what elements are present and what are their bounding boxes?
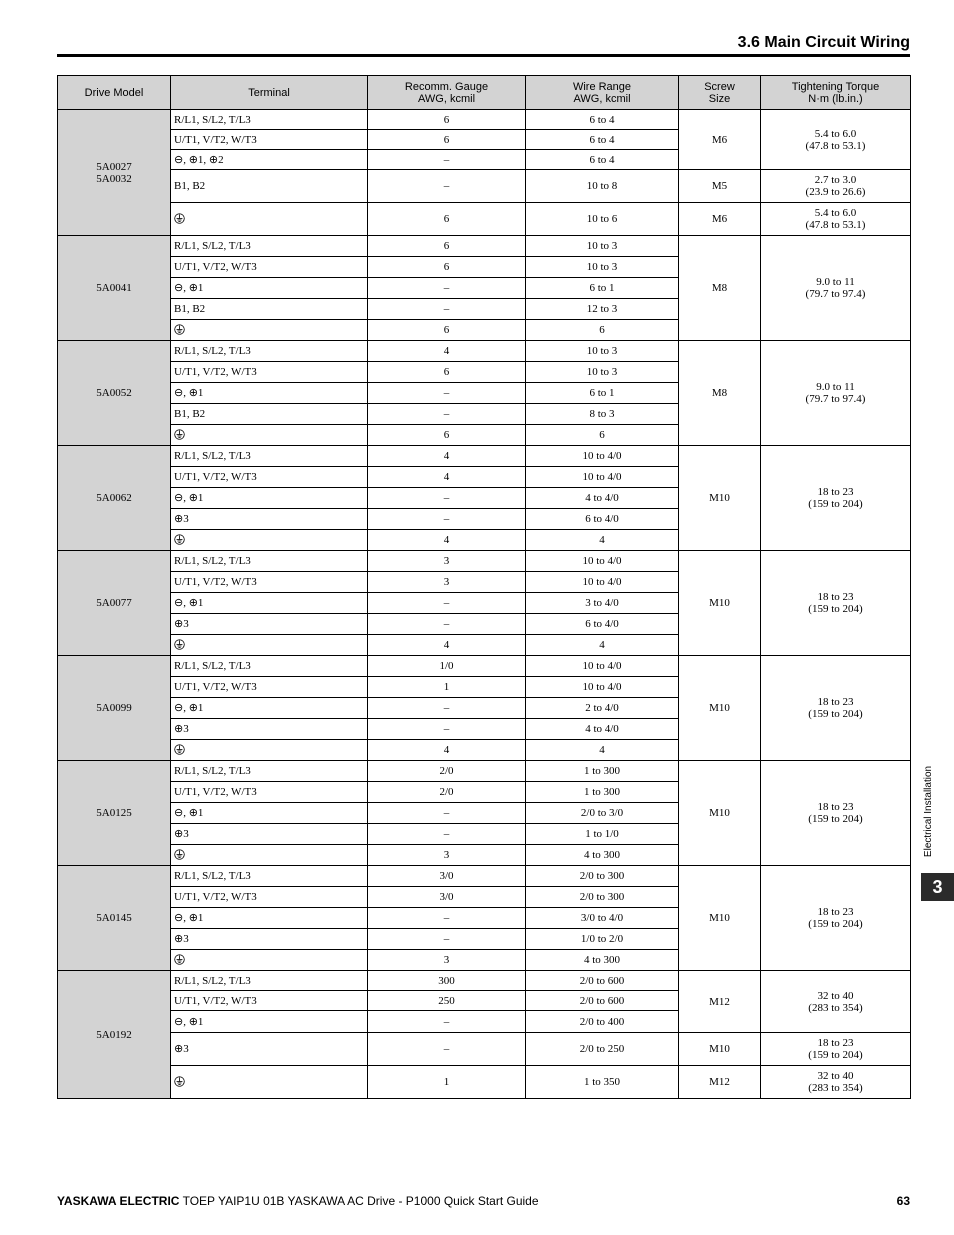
tightening-torque-cell <box>761 1033 911 1066</box>
terminal-cell: R/L1, S/L2, T/L3 <box>171 971 368 991</box>
drive-model: 5A0032 <box>96 172 132 185</box>
terminal-cell: U/T1, V/T2, W/T3 <box>171 677 368 698</box>
recommended-gauge-cell: 4 <box>368 740 526 761</box>
recommended-gauge-cell: – <box>368 1011 526 1033</box>
terminal-cell: U/T1, V/T2, W/T3 <box>171 467 368 488</box>
tightening-torque-cell <box>761 1066 911 1099</box>
terminal-cell: U/T1, V/T2, W/T3 <box>171 991 368 1011</box>
drive-model-cell <box>58 110 171 236</box>
column-header <box>526 76 679 110</box>
ground-terminal-icon <box>174 954 185 965</box>
drive-model-cell <box>58 446 171 551</box>
wire-range-cell: 10 to 6 <box>526 203 679 236</box>
recommended-gauge-cell: 6 <box>368 203 526 236</box>
torque-value: 18 to 23 <box>817 591 854 603</box>
terminal-cell: ⊕3 <box>171 509 368 530</box>
terminal-cell: ⊖, ⊕1 <box>171 698 368 719</box>
terminal-cell: U/T1, V/T2, W/T3 <box>171 572 368 593</box>
wire-range-cell: 10 to 3 <box>526 362 679 383</box>
table-row <box>58 110 911 130</box>
recommended-gauge-cell: 4 <box>368 635 526 656</box>
recommended-gauge-cell: 1 <box>368 677 526 698</box>
torque-value: 5.4 to 6.0 <box>814 207 857 219</box>
tightening-torque-cell <box>761 971 911 1033</box>
tightening-torque-cell <box>761 551 911 656</box>
wire-range-cell: 2/0 to 300 <box>526 887 679 908</box>
table-row <box>58 170 911 203</box>
torque-value: 9.0 to 11 <box>816 276 855 288</box>
terminal-cell: U/T1, V/T2, W/T3 <box>171 782 368 803</box>
recommended-gauge-cell: – <box>368 150 526 170</box>
wire-range-cell: 4 <box>526 635 679 656</box>
tightening-torque-cell <box>761 110 911 170</box>
recommended-gauge-cell: – <box>368 593 526 614</box>
terminal-cell: ⊕3 <box>171 614 368 635</box>
drive-model-cell <box>58 761 171 866</box>
recommended-gauge-cell: – <box>368 404 526 425</box>
recommended-gauge-cell: 4 <box>368 446 526 467</box>
ground-terminal-icon <box>174 639 185 650</box>
wire-range-cell: 2/0 to 600 <box>526 991 679 1011</box>
torque-value: (159 to 204) <box>808 603 863 615</box>
column-header-line: Drive Model <box>84 86 144 99</box>
table-row <box>58 341 911 362</box>
title-divider <box>57 54 910 57</box>
wire-range-cell: 6 to 4 <box>526 110 679 130</box>
tightening-torque-cell <box>761 656 911 761</box>
wire-range-cell: 1 to 300 <box>526 782 679 803</box>
screw-size-cell: M10 <box>679 1033 761 1066</box>
terminal-cell: R/L1, S/L2, T/L3 <box>171 110 368 130</box>
torque-value: (79.7 to 97.4) <box>805 288 866 300</box>
drive-model-cell <box>58 656 171 761</box>
drive-model: 5A0099 <box>96 702 132 714</box>
page-title: 3.6 Main Circuit Wiring <box>737 34 910 51</box>
torque-value: 5.4 to 6.0 <box>814 127 857 140</box>
wire-range-cell: 4 <box>526 740 679 761</box>
recommended-gauge-cell: – <box>368 908 526 929</box>
torque-value: (47.8 to 53.1) <box>805 219 866 231</box>
torque-value: (159 to 204) <box>808 498 863 510</box>
terminal-cell <box>171 530 368 551</box>
torque-value: 18 to 23 <box>817 696 854 708</box>
wire-range-cell: 6 to 4 <box>526 150 679 170</box>
recommended-gauge-cell: – <box>368 824 526 845</box>
ground-terminal-icon <box>174 213 185 224</box>
wire-range-cell: 6 to 4/0 <box>526 509 679 530</box>
terminal-cell <box>171 845 368 866</box>
recommended-gauge-cell: – <box>368 719 526 740</box>
recommended-gauge-cell: – <box>368 509 526 530</box>
wire-range-cell: 4 <box>526 530 679 551</box>
torque-value: 18 to 23 <box>817 1037 854 1049</box>
wire-gauge-table <box>57 75 911 1099</box>
terminal-cell: R/L1, S/L2, T/L3 <box>171 236 368 257</box>
wire-range-cell: 10 to 4/0 <box>526 467 679 488</box>
terminal-cell: U/T1, V/T2, W/T3 <box>171 887 368 908</box>
screw-size-cell: M8 <box>679 341 761 446</box>
page-footer <box>57 1194 910 1210</box>
terminal-cell <box>171 740 368 761</box>
wire-range-cell: 1 to 300 <box>526 761 679 782</box>
column-header-line: Tightening Torque <box>791 80 880 93</box>
recommended-gauge-cell: 2/0 <box>368 782 526 803</box>
torque-value: (159 to 204) <box>808 708 863 720</box>
recommended-gauge-cell: 4 <box>368 467 526 488</box>
terminal-cell: R/L1, S/L2, T/L3 <box>171 866 368 887</box>
ground-terminal-icon <box>174 849 185 860</box>
screw-size-cell: M10 <box>679 446 761 551</box>
tightening-torque-cell <box>761 761 911 866</box>
torque-value: (159 to 204) <box>808 813 863 825</box>
recommended-gauge-cell: 250 <box>368 991 526 1011</box>
wire-range-cell: 2 to 4/0 <box>526 698 679 719</box>
screw-size-cell: M8 <box>679 236 761 341</box>
terminal-cell: ⊖, ⊕1 <box>171 383 368 404</box>
wire-range-cell: 1 to 1/0 <box>526 824 679 845</box>
recommended-gauge-cell: 6 <box>368 257 526 278</box>
footer-brand: YASKAWA ELECTRIC <box>57 1194 180 1208</box>
wire-range-cell: 1 to 350 <box>526 1066 679 1099</box>
table-row <box>58 971 911 991</box>
table-header-row <box>58 76 911 110</box>
wire-range-cell: 6 to 1 <box>526 278 679 299</box>
terminal-cell: ⊖, ⊕1 <box>171 803 368 824</box>
terminal-cell: R/L1, S/L2, T/L3 <box>171 341 368 362</box>
wire-range-cell: 2/0 to 600 <box>526 971 679 991</box>
screw-size-cell: M12 <box>679 971 761 1033</box>
recommended-gauge-cell: 6 <box>368 236 526 257</box>
terminal-cell <box>171 320 368 341</box>
wire-range-cell: 2/0 to 400 <box>526 1011 679 1033</box>
table-row <box>58 761 911 782</box>
column-header-line: AWG, kcmil <box>417 92 476 105</box>
drive-model: 5A0077 <box>96 597 132 609</box>
terminal-cell: ⊖, ⊕1 <box>171 488 368 509</box>
chapter-tab: 3 <box>921 873 954 901</box>
ground-terminal-icon <box>174 429 185 440</box>
drive-model: 5A0052 <box>96 387 132 399</box>
torque-value: (159 to 204) <box>808 918 863 930</box>
recommended-gauge-cell: – <box>368 170 526 203</box>
page-number: 63 <box>896 1194 910 1208</box>
torque-value: 9.0 to 11 <box>816 381 855 393</box>
column-header-line: Screw <box>704 80 735 93</box>
screw-size-cell: M10 <box>679 551 761 656</box>
tightening-torque-cell <box>761 170 911 203</box>
wire-range-cell: 10 to 4/0 <box>526 656 679 677</box>
terminal-cell: U/T1, V/T2, W/T3 <box>171 257 368 278</box>
wire-range-cell: 2/0 to 300 <box>526 866 679 887</box>
torque-value: 32 to 40 <box>817 989 854 1002</box>
table-row <box>58 1066 911 1099</box>
terminal-cell: ⊕3 <box>171 824 368 845</box>
terminal-cell: ⊖, ⊕1 <box>171 593 368 614</box>
terminal-cell <box>171 1066 368 1099</box>
ground-terminal-icon <box>174 744 185 755</box>
wire-range-cell: 10 to 8 <box>526 170 679 203</box>
footer-document-title: TOEP YAIP1U 01B YASKAWA AC Drive - P1000 Quick Start Guide <box>182 1194 539 1208</box>
column-header-line: Size <box>708 92 731 105</box>
terminal-cell: R/L1, S/L2, T/L3 <box>171 446 368 467</box>
column-header-line: Recomm. Gauge <box>404 80 489 93</box>
wire-range-cell: 10 to 4/0 <box>526 677 679 698</box>
wire-range-cell: 10 to 4/0 <box>526 446 679 467</box>
wire-range-cell: 4 to 300 <box>526 950 679 971</box>
recommended-gauge-cell: 3 <box>368 950 526 971</box>
terminal-cell <box>171 425 368 446</box>
screw-size-cell: M12 <box>679 1066 761 1099</box>
torque-value: 18 to 23 <box>817 906 854 918</box>
table-row <box>58 866 911 887</box>
ground-terminal-icon <box>174 534 185 545</box>
wire-range-cell: 6 <box>526 320 679 341</box>
terminal-cell: ⊖, ⊕1, ⊕2 <box>171 150 368 170</box>
drive-model-cell <box>58 341 171 446</box>
recommended-gauge-cell: 6 <box>368 320 526 341</box>
recommended-gauge-cell: 6 <box>368 362 526 383</box>
column-header <box>368 76 526 110</box>
drive-model: 5A0145 <box>96 912 132 924</box>
torque-value: (283 to 354) <box>808 1001 863 1014</box>
recommended-gauge-cell: 1 <box>368 1066 526 1099</box>
recommended-gauge-cell: – <box>368 1033 526 1066</box>
drive-model: 5A0125 <box>96 807 132 819</box>
recommended-gauge-cell: 4 <box>368 341 526 362</box>
wire-range-cell: 8 to 3 <box>526 404 679 425</box>
drive-model-cell <box>58 971 171 1099</box>
wire-range-cell: 10 to 3 <box>526 341 679 362</box>
drive-model: 5A0062 <box>96 492 132 504</box>
torque-value: (23.9 to 26.6) <box>805 186 866 198</box>
recommended-gauge-cell: – <box>368 299 526 320</box>
recommended-gauge-cell: 300 <box>368 971 526 991</box>
recommended-gauge-cell: 6 <box>368 425 526 446</box>
table-row <box>58 236 911 257</box>
column-header <box>761 76 911 110</box>
wire-range-cell: 10 to 4/0 <box>526 572 679 593</box>
column-header <box>171 76 368 110</box>
tightening-torque-cell <box>761 341 911 446</box>
wire-range-cell: 6 to 1 <box>526 383 679 404</box>
table-row <box>58 656 911 677</box>
wire-range-cell: 3/0 to 4/0 <box>526 908 679 929</box>
terminal-cell: R/L1, S/L2, T/L3 <box>171 761 368 782</box>
ground-terminal-icon <box>174 1076 185 1087</box>
recommended-gauge-cell: – <box>368 383 526 404</box>
wire-range-cell: 1/0 to 2/0 <box>526 929 679 950</box>
wire-range-cell: 6 <box>526 425 679 446</box>
wire-range-cell: 4 to 4/0 <box>526 488 679 509</box>
recommended-gauge-cell: – <box>368 803 526 824</box>
column-header-line: N·m (lb.in.) <box>808 92 863 105</box>
recommended-gauge-cell: 3 <box>368 845 526 866</box>
drive-model-cell <box>58 866 171 971</box>
terminal-cell: ⊖, ⊕1 <box>171 1011 368 1033</box>
recommended-gauge-cell: 3/0 <box>368 866 526 887</box>
terminal-cell: ⊕3 <box>171 719 368 740</box>
column-header-line: Terminal <box>248 86 290 99</box>
recommended-gauge-cell: – <box>368 929 526 950</box>
tightening-torque-cell <box>761 203 911 236</box>
drive-model: 5A0027 <box>96 160 132 173</box>
terminal-cell: B1, B2 <box>171 404 368 425</box>
recommended-gauge-cell: 6 <box>368 110 526 130</box>
table-body <box>58 110 911 1099</box>
recommended-gauge-cell: 1/0 <box>368 656 526 677</box>
terminal-cell: B1, B2 <box>171 299 368 320</box>
torque-value: 18 to 23 <box>817 801 854 813</box>
terminal-cell: ⊕3 <box>171 929 368 950</box>
screw-size-cell: M10 <box>679 656 761 761</box>
wire-range-cell: 10 to 3 <box>526 236 679 257</box>
recommended-gauge-cell: 3/0 <box>368 887 526 908</box>
torque-value: (283 to 354) <box>808 1082 863 1094</box>
torque-value: 32 to 40 <box>817 1070 854 1082</box>
recommended-gauge-cell: 4 <box>368 530 526 551</box>
column-header-line: Wire Range <box>572 80 632 93</box>
wire-range-cell: 6 to 4 <box>526 130 679 150</box>
side-section-label-text: Electrical Installation <box>923 765 935 858</box>
table-row <box>58 1033 911 1066</box>
wire-range-cell: 6 to 4/0 <box>526 614 679 635</box>
drive-model-cell <box>58 236 171 341</box>
screw-size-cell: M10 <box>679 761 761 866</box>
screw-size-cell: M10 <box>679 866 761 971</box>
terminal-cell: ⊖, ⊕1 <box>171 908 368 929</box>
recommended-gauge-cell: – <box>368 488 526 509</box>
terminal-cell <box>171 950 368 971</box>
recommended-gauge-cell: 3 <box>368 551 526 572</box>
terminal-cell: ⊖, ⊕1 <box>171 278 368 299</box>
wire-range-cell: 2/0 to 3/0 <box>526 803 679 824</box>
terminal-cell: B1, B2 <box>171 170 368 203</box>
drive-model-cell <box>58 551 171 656</box>
recommended-gauge-cell: 6 <box>368 130 526 150</box>
screw-size-cell: M5 <box>679 170 761 203</box>
recommended-gauge-cell: 3 <box>368 572 526 593</box>
terminal-cell: U/T1, V/T2, W/T3 <box>171 130 368 150</box>
table-row <box>58 551 911 572</box>
column-header-line: AWG, kcmil <box>573 92 631 105</box>
column-header <box>679 76 761 110</box>
drive-model: 5A0041 <box>96 282 132 294</box>
recommended-gauge-cell: – <box>368 278 526 299</box>
drive-model: 5A0192 <box>96 1028 132 1041</box>
terminal-cell <box>171 203 368 236</box>
table-row <box>58 203 911 236</box>
torque-value: 18 to 23 <box>817 486 854 498</box>
terminal-cell: ⊕3 <box>171 1033 368 1066</box>
terminal-cell: R/L1, S/L2, T/L3 <box>171 551 368 572</box>
wire-range-cell: 3 to 4/0 <box>526 593 679 614</box>
wire-range-cell: 10 to 3 <box>526 257 679 278</box>
wire-range-cell: 2/0 to 250 <box>526 1033 679 1066</box>
terminal-cell: R/L1, S/L2, T/L3 <box>171 656 368 677</box>
wire-range-cell: 12 to 3 <box>526 299 679 320</box>
terminal-cell <box>171 635 368 656</box>
recommended-gauge-cell: – <box>368 698 526 719</box>
column-header <box>58 76 171 110</box>
wire-range-cell: 10 to 4/0 <box>526 551 679 572</box>
tightening-torque-cell <box>761 446 911 551</box>
wire-range-cell: 4 to 300 <box>526 845 679 866</box>
torque-value: (79.7 to 97.4) <box>805 393 866 405</box>
wire-range-cell: 4 to 4/0 <box>526 719 679 740</box>
table-row <box>58 446 911 467</box>
screw-size-cell: M6 <box>679 203 761 236</box>
tightening-torque-cell <box>761 866 911 971</box>
recommended-gauge-cell: 2/0 <box>368 761 526 782</box>
torque-value: 2.7 to 3.0 <box>814 174 857 186</box>
screw-size-cell: M6 <box>679 110 761 170</box>
ground-terminal-icon <box>174 324 185 335</box>
terminal-cell: U/T1, V/T2, W/T3 <box>171 362 368 383</box>
torque-value: (159 to 204) <box>808 1049 863 1061</box>
recommended-gauge-cell: – <box>368 614 526 635</box>
tightening-torque-cell <box>761 236 911 341</box>
torque-value: (47.8 to 53.1) <box>805 139 866 152</box>
